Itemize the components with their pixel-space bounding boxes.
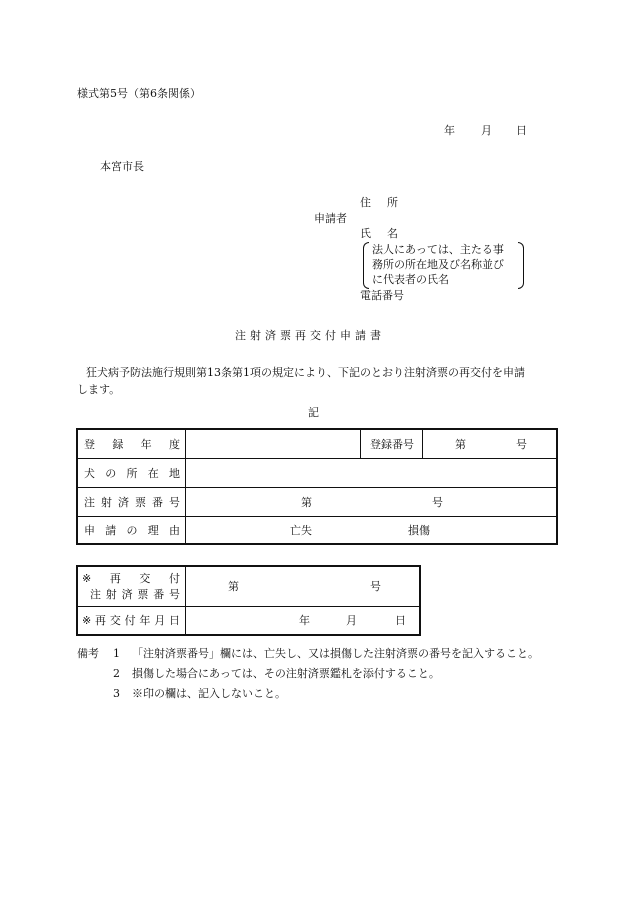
- registration-number-field[interactable]: [423, 430, 556, 458]
- row4-label-text: 申 請 の 理 由: [84, 523, 180, 537]
- row-reason-label: [84, 517, 180, 543]
- table1-vline-regno-left: [360, 430, 361, 458]
- row3-label-text: 注 射 済 票 番 号: [84, 495, 180, 509]
- reissue-date-label-text: ※ 再 交 付 年 月 日: [82, 614, 180, 627]
- reissue-label-line-2-text: 注 射 済 票 番 号: [90, 588, 180, 601]
- registration-year-field[interactable]: [186, 430, 360, 458]
- applicant-label: 申請者: [314, 212, 347, 225]
- reissue-tag-number-field: [186, 567, 419, 606]
- date-month-label: 月: [481, 124, 492, 137]
- application-table: [76, 428, 558, 545]
- corporate-note-line-2: 務所の所在地及び名称並び: [372, 258, 504, 271]
- date-year-label: 年: [444, 124, 455, 137]
- row1-label-text: 登 録 年 度: [84, 437, 180, 451]
- addressee: 本宮市長: [100, 160, 144, 173]
- official-use-table: [76, 565, 421, 636]
- injection-tag-number-field[interactable]: [186, 488, 556, 516]
- date-day-label: 日: [516, 124, 527, 137]
- reissue-label-line-2: [90, 589, 180, 600]
- form-number: 様式第5号（第6条関係）: [77, 87, 201, 100]
- reissue-date-day: 日: [395, 614, 406, 627]
- ki-label: 記: [308, 406, 319, 419]
- registration-number-label: 登録番号: [370, 437, 414, 451]
- injection-tag-number-suffix: 号: [432, 495, 443, 509]
- name-label: [360, 228, 398, 239]
- corporate-note-line-1: 法人にあっては、主たる事: [372, 243, 504, 256]
- reissue-label-line-1-text: ※ 再 交 付: [82, 572, 180, 585]
- remark-1-number: 1: [113, 647, 120, 660]
- reissue-date-label: [82, 607, 180, 634]
- reissue-tag-number-suffix: 号: [370, 580, 381, 593]
- right-paren-bracket: [518, 242, 524, 289]
- phone-label: 電話番号: [360, 289, 404, 302]
- remark-3-number: 3: [113, 687, 120, 700]
- body-line-1: 狂犬病予防法施行規則第13条第1項の規定により、下記のとおり注射済票の再交付を申請: [86, 366, 525, 379]
- registration-number-prefix: 第: [455, 437, 466, 451]
- row2-label-text: 犬 の 所 在 地: [84, 466, 180, 480]
- corporate-note-line-3: に代表者の氏名: [372, 273, 449, 286]
- row-injection-tag-number-label: [84, 488, 180, 516]
- name-label-text: 氏 名: [360, 227, 398, 240]
- reissue-label-line-1: [82, 573, 180, 584]
- reissue-date-year: 年: [299, 614, 310, 627]
- remark-2-number: 2: [113, 667, 120, 680]
- remark-3-text: ※印の欄は、記入しないこと。: [132, 687, 286, 700]
- address-label-text: 住 所: [360, 196, 398, 209]
- remark-2-text: 損傷した場合にあっては、その注射済票鑑札を添付すること。: [132, 667, 440, 680]
- address-label: [360, 197, 398, 208]
- reason-lost-option[interactable]: 亡失: [290, 523, 312, 537]
- left-paren-bracket: [363, 242, 369, 289]
- dog-location-field[interactable]: [186, 459, 556, 487]
- reissue-tag-number-prefix: 第: [228, 580, 239, 593]
- injection-tag-number-prefix: 第: [301, 495, 312, 509]
- remarks-label: 備考: [77, 647, 99, 660]
- document-title: 注射済票再交付申請書: [235, 329, 385, 342]
- row-registration-year-label: [84, 430, 180, 458]
- reason-damaged-option[interactable]: 損傷: [408, 523, 430, 537]
- body-line-2: します。: [77, 383, 121, 396]
- reissue-date-month: 月: [346, 614, 357, 627]
- row-dog-location-label: [84, 459, 180, 487]
- remark-1-text: 「注射済票番号」欄には、亡失し、又は損傷した注射済票の番号を記入すること。: [132, 647, 539, 660]
- registration-number-suffix: 号: [516, 437, 527, 451]
